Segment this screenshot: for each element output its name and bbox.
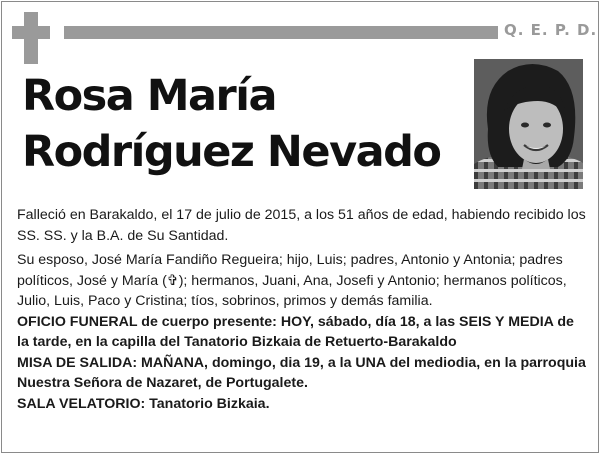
portrait-photo [474, 59, 583, 189]
cross-icon-arm [12, 26, 50, 39]
wake-info: SALA VELATORIO: Tanatorio Bizkaia. [17, 395, 270, 412]
obituary-card [1, 1, 599, 453]
deceased-name [22, 68, 440, 180]
qepd-label: Q. E. P. D. [504, 21, 598, 39]
death-notice: Falleció en Barakaldo, el 17 de julio de 2015, a los 51 años de edad, habiendo recibido los SS. SS. y la B.A. de Su Santidad. [17, 207, 586, 244]
mass-info: MISA DE SALIDA: MAÑANA, domingo, dia 19, a la UNA del mediodia, en la parroquia Nuestra Señora de Nazaret, de Portugalete. [17, 354, 586, 391]
funeral-info: OFICIO FUNERAL de cuerpo presente: HOY, sábado, día 18, a las SEIS Y MEDIA de la tarde, en la capilla del Tanatorio Bizkaia de Retuerto-Barakaldo [17, 313, 574, 350]
obituary-text [17, 205, 589, 414]
header-rule [64, 26, 498, 39]
name-line-1: Rosa María [22, 71, 277, 121]
name-line-2: Rodríguez Nevado [22, 127, 441, 177]
family-list: Su esposo, José María Fandiño Regueira; hijo, Luis; padres, Antonio y Antonia; padres políticos, José y María (✞); hermanos, Juani, Ana, Josefi y Antonio; hermanos políticos, Julio, Luis, Paco y Cristina; tíos, sobrinos, primos y demás familia. [17, 252, 567, 309]
